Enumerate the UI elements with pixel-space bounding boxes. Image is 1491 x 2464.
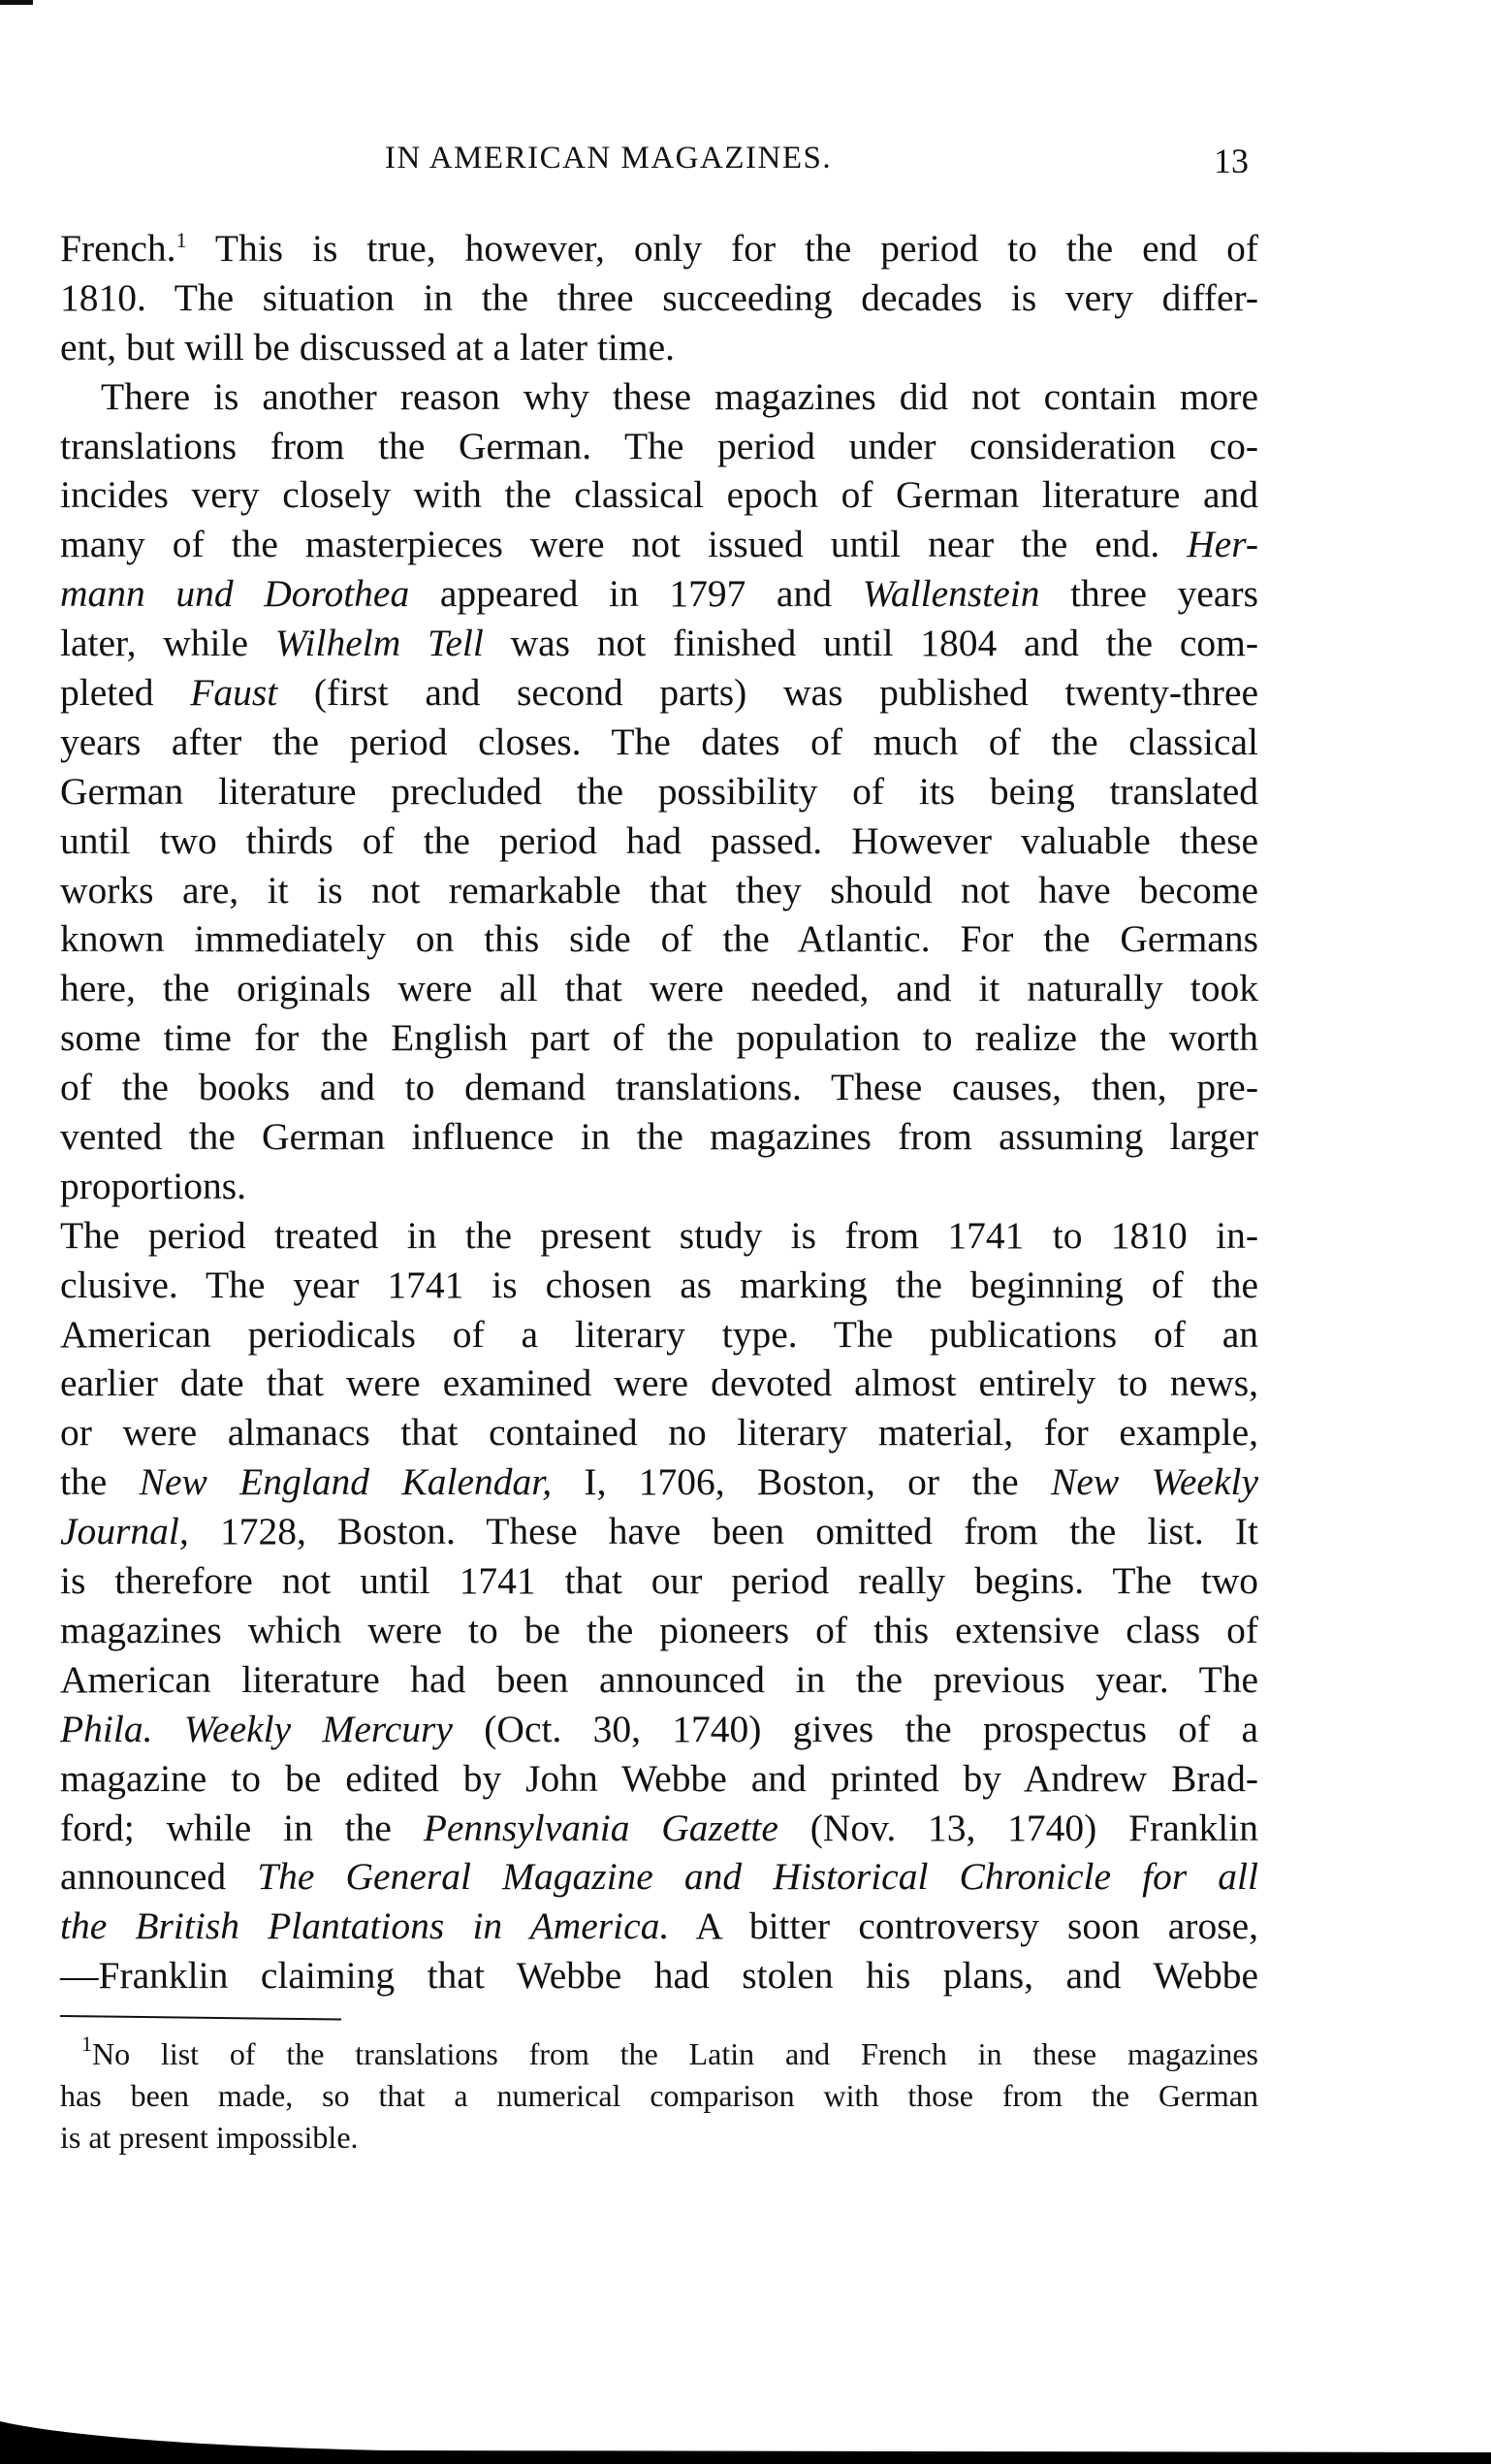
text-line — [60, 422, 1258, 471]
text-segment: ent, but will be discussed at a later time. — [60, 325, 676, 368]
italic-title: Wallenstein — [862, 572, 1040, 616]
text-line — [60, 224, 1258, 273]
body-text — [60, 224, 1258, 2000]
text-line — [60, 718, 1258, 767]
text-line — [60, 1507, 1258, 1556]
text-line — [60, 1261, 1258, 1310]
text-segment: —Franklin claiming that Webbe had stolen his plans, and Webbe — [60, 1954, 1258, 1998]
text-line — [60, 1457, 1258, 1507]
text-line — [60, 520, 1258, 569]
text-line — [60, 1852, 1258, 1902]
running-title: IN AMERICAN MAGAZINES. — [385, 141, 833, 176]
text-segment: No list of the translations from the Latin and French in these magazines — [92, 2036, 1258, 2071]
text-segment: is at present impossible. — [60, 2120, 359, 2155]
text-segment: The period treated in the present study is from 1741 to 1810 in- — [60, 1213, 1258, 1257]
text-segment: clusive. The year 1741 is chosen as marking the beginning of the — [60, 1263, 1258, 1306]
text-line — [60, 866, 1258, 915]
italic-title: Pennsylvania Gazette — [423, 1806, 778, 1849]
text-segment: translations from the German. The period under consideration co- — [60, 424, 1258, 467]
text-segment: 1728, Boston. These have been omitted from the list. It — [188, 1510, 1258, 1553]
text-line — [60, 1408, 1258, 1457]
text-line — [60, 1162, 1258, 1211]
italic-title: Her- — [1187, 523, 1258, 566]
footnote-line — [60, 2075, 1258, 2117]
text-line — [60, 1063, 1258, 1112]
text-segment: here, the originals were all that were needed, and it naturally took — [60, 967, 1258, 1010]
italic-title: The General Magazine and Historical Chronicle for all — [257, 1855, 1258, 1899]
text-segment: vented the German influence in the magazines from assuming larger — [60, 1115, 1258, 1159]
text-segment: ford; while in the — [60, 1806, 424, 1849]
text-segment: magazines which were to be the pioneers of this extensive class of — [60, 1608, 1258, 1651]
text-segment: later, while — [60, 622, 275, 665]
italic-title: mann und Dorothea — [60, 572, 410, 616]
text-segment: known immediately on this side of the Atlantic. For the Germans — [60, 917, 1258, 961]
text-segment: incides very closely with the classical epoch of German literature and — [60, 473, 1258, 517]
italic-title: New England Kalendar, — [139, 1460, 553, 1504]
text-segment: of the books and to demand translations. These causes, then, pre- — [60, 1066, 1258, 1109]
text-segment: until two thirds of the period had passed. However valuable these — [60, 818, 1258, 862]
text-line — [60, 767, 1258, 816]
text-segment: (Nov. 13, 1740) Franklin — [777, 1806, 1258, 1849]
text-segment: magazine to be edited by John Webbe and printed by Andrew Brad- — [60, 1756, 1258, 1800]
text-line — [60, 1754, 1258, 1804]
text-line — [60, 619, 1258, 668]
footnote-marker: 1 — [81, 2032, 92, 2056]
text-line — [60, 1359, 1258, 1408]
text-segment: years after the period closes. The dates of much of the classical — [60, 720, 1258, 763]
italic-title: Journal, — [60, 1510, 189, 1553]
text-line — [60, 372, 1258, 422]
text-segment: works are, it is not remarkable that they should not have become — [60, 868, 1258, 912]
text-segment: the — [60, 1460, 140, 1504]
scan-bottom-edge — [0, 2416, 1491, 2464]
text-segment: announced — [60, 1855, 258, 1899]
text-line — [60, 1310, 1258, 1360]
text-line — [60, 1112, 1258, 1162]
text-line — [60, 470, 1258, 520]
italic-title: Phila. Weekly Mercury — [60, 1707, 453, 1750]
text-segment: A bitter controversy soon arose, — [669, 1904, 1258, 1948]
text-line — [60, 323, 1258, 372]
text-segment: (Oct. 30, 1740) gives the prospectus of a — [452, 1707, 1258, 1750]
text-line — [60, 1556, 1258, 1606]
text-segment: has been made, so that a numerical comparison with those from the German — [60, 2078, 1258, 2113]
text-segment: pleted — [60, 671, 191, 715]
text-line — [60, 1705, 1258, 1754]
text-segment: American periodicals of a literary type. The publications of an — [60, 1312, 1258, 1356]
text-segment: or were almanacs that contained no literary material, for example, — [60, 1411, 1258, 1455]
text-segment: I, 1706, Boston, or the — [552, 1460, 1052, 1504]
text-segment: 1810. The situation in the three succeeding decades is very differ- — [60, 275, 1258, 319]
footnote-line — [60, 2117, 1258, 2159]
text-line — [60, 273, 1258, 323]
text-line — [60, 964, 1258, 1013]
text-line — [60, 1804, 1258, 1853]
text-segment: American literature had been announced in the previous year. The — [60, 1657, 1258, 1701]
text-segment: was not finished until 1804 and the com- — [483, 622, 1258, 665]
text-line — [60, 668, 1258, 718]
italic-title: Faust — [190, 671, 278, 715]
footnote-rule — [60, 2015, 341, 2021]
text-segment: German literature precluded the possibility of its being translated — [60, 769, 1258, 813]
page-number: 13 — [1214, 142, 1249, 180]
text-line — [60, 1951, 1258, 2000]
footnote-line — [60, 2033, 1258, 2075]
text-segment: many of the masterpieces were not issued until near the end. — [60, 523, 1188, 566]
text-line — [60, 816, 1258, 866]
text-line — [60, 1606, 1258, 1655]
text-line — [60, 914, 1258, 964]
text-segment: is therefore not until 1741 that our period really begins. The two — [60, 1559, 1258, 1603]
text-segment: some time for the English part of the population to realize the worth — [60, 1016, 1258, 1060]
text-line — [60, 1211, 1258, 1261]
scan-edge-mark — [0, 0, 33, 5]
text-segment: (first and second parts) was published twenty-three — [277, 671, 1259, 715]
italic-title: New Weekly — [1051, 1460, 1258, 1504]
text-segment: French. — [60, 227, 176, 270]
footnote — [60, 2033, 1258, 2159]
footnote-marker: 1 — [175, 228, 187, 252]
italic-title: the British Plantations in America. — [60, 1904, 670, 1948]
text-line — [60, 1013, 1258, 1063]
text-segment: There is another reason why these magazines did not contain more — [101, 374, 1258, 418]
text-segment: appeared in 1797 and — [409, 572, 863, 616]
text-segment: earlier date that were examined were devoted almost entirely to news, — [60, 1361, 1258, 1405]
text-line — [60, 1655, 1258, 1705]
text-line — [60, 569, 1258, 619]
text-segment: three years — [1039, 572, 1258, 616]
text-segment: This is true, however, only for the period to the end of — [186, 227, 1258, 270]
text-segment: proportions. — [60, 1164, 247, 1207]
scan-shadow — [0, 2421, 1491, 2464]
text-line — [60, 1902, 1258, 1951]
italic-title: Wilhelm Tell — [274, 622, 484, 665]
